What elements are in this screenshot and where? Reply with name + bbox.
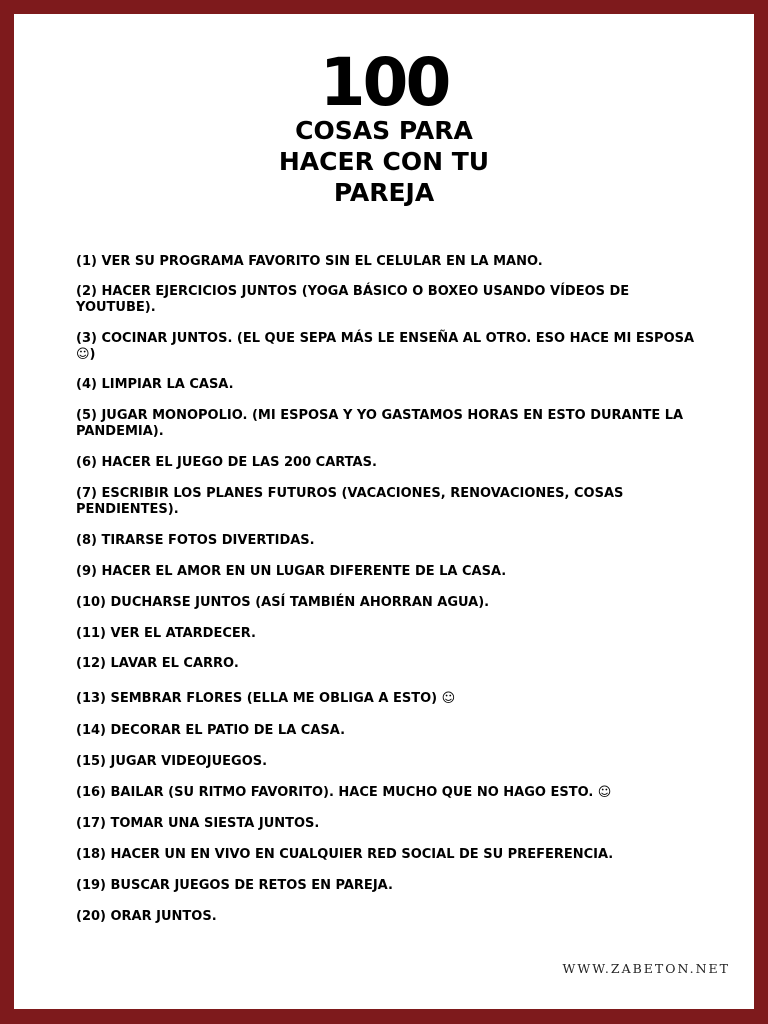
list-item: (14) DECORAR EL PATIO DE LA CASA. — [76, 723, 346, 738]
list-item: (16) BAILAR (SU RITMO FAVORITO). HACE MUCHO QUE NO HAGO ESTO. ☺ — [76, 785, 612, 800]
website-url: WWW.ZABETON.NET — [562, 961, 730, 976]
document-page — [14, 14, 754, 1009]
list-item: (13) SEMBRAR FLORES (ELLA ME OBLIGA A ESTO) ☺ — [76, 691, 456, 706]
list-item: (7) ESCRIBIR LOS PLANES FUTUROS (VACACIONES, RENOVACIONES, COSAS PENDIENTES). — [76, 486, 624, 517]
list-item: (8) TIRARSE FOTOS DIVERTIDAS. — [76, 533, 315, 548]
headline-number: 100 — [319, 44, 449, 121]
list-item: (9) HACER EL AMOR EN UN LUGAR DIFERENTE DE LA CASA. — [76, 564, 507, 579]
list-item: (3) COCINAR JUNTOS. (EL QUE SEPA MÁS LE ENSEÑA AL OTRO. ESO HACE MI ESPOSA ☺) — [76, 331, 695, 362]
list-item: (18) HACER UN EN VIVO EN CUALQUIER RED SOCIAL DE SU PREFERENCIA. — [76, 847, 614, 862]
title-line: PAREJA — [333, 178, 435, 207]
list-item: (6) HACER EL JUEGO DE LAS 200 CARTAS. — [76, 455, 377, 470]
list-item: (20) ORAR JUNTOS. — [76, 909, 217, 924]
title-line: COSAS PARA — [295, 116, 473, 145]
list-item: (1) VER SU PROGRAMA FAVORITO SIN EL CELULAR EN LA MANO. — [76, 254, 543, 269]
list-item: (5) JUGAR MONOPOLIO. (MI ESPOSA Y YO GASTAMOS HORAS EN ESTO DURANTE LA PANDEMIA). — [76, 408, 684, 439]
headline-title — [14, 115, 754, 208]
list-item: (19) BUSCAR JUEGOS DE RETOS EN PAREJA. — [76, 878, 393, 893]
list-item: (2) HACER EJERCICIOS JUNTOS (YOGA BÁSICO O BOXEO USANDO VÍDEOS DE YOUTUBE). — [76, 284, 630, 315]
list-item: (15) JUGAR VIDEOJUEGOS. — [76, 754, 268, 769]
list-item: (12) LAVAR EL CARRO. — [76, 656, 239, 671]
list-item: (11) VER EL ATARDECER. — [76, 626, 256, 641]
list-item: (10) DUCHARSE JUNTOS (ASÍ TAMBIÉN AHORRAN AGUA). — [76, 595, 490, 610]
list-item: (17) TOMAR UNA SIESTA JUNTOS. — [76, 816, 320, 831]
title-line: HACER CON TU — [278, 147, 490, 176]
list-item: (4) LIMPIAR LA CASA. — [76, 377, 234, 392]
